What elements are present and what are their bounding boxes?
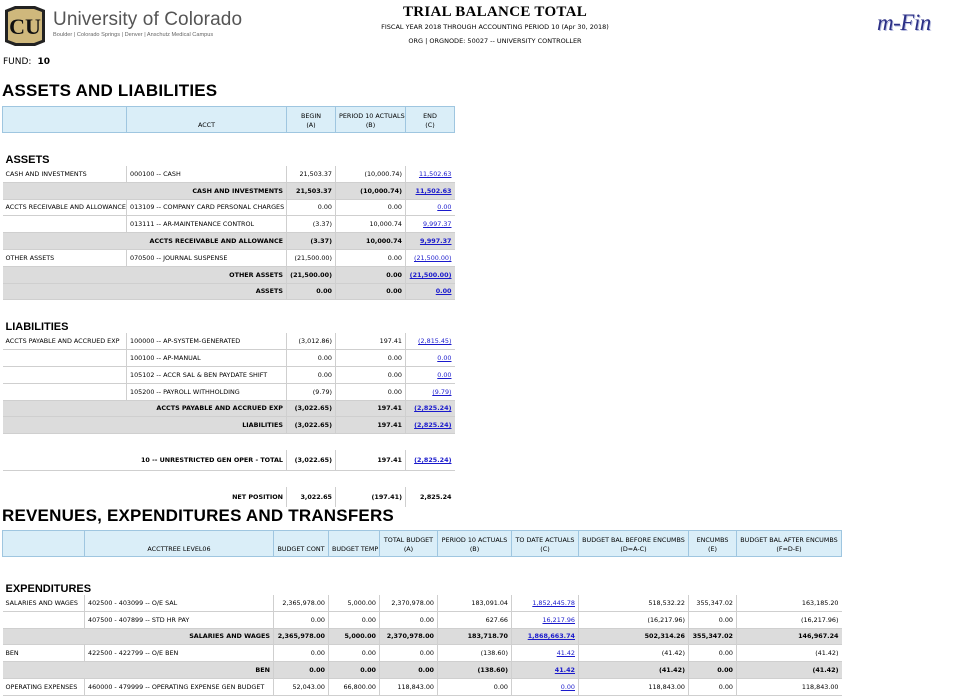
acct-label: 013111 -- AR-MAINTENANCE CONTROL bbox=[127, 216, 287, 233]
period-value: 0.00 bbox=[336, 283, 406, 300]
begin-value: (21,500.00) bbox=[287, 249, 336, 266]
acct-label: 100100 -- AP-MANUAL bbox=[127, 350, 287, 367]
group-label: OTHER ASSETS bbox=[3, 249, 127, 266]
encumbs: 0.00 bbox=[689, 645, 737, 662]
period-actuals: 183,718.70 bbox=[438, 628, 512, 645]
subtotal-label: NET POSITION bbox=[232, 493, 283, 502]
assets-liabilities-table bbox=[2, 106, 455, 507]
period-actuals: (138.60) bbox=[438, 662, 512, 679]
group-label bbox=[3, 350, 127, 367]
begin-value: (3,022.65) bbox=[287, 417, 336, 434]
budget-bal-after: (16,217.96) bbox=[737, 611, 842, 628]
budget-bal-before: 502,314.26 bbox=[579, 628, 689, 645]
al-col-4: END (C) bbox=[406, 107, 455, 133]
spacer bbox=[3, 434, 455, 451]
budget-bal-before: (16,217.96) bbox=[579, 611, 689, 628]
amount-link[interactable]: (2,825.24) bbox=[414, 404, 452, 413]
table-row bbox=[3, 266, 455, 283]
end-value bbox=[406, 400, 455, 417]
begin-value: (9.79) bbox=[287, 383, 336, 400]
rev-exp-title: REVENUES, EXPENDITURES AND TRANSFERS bbox=[2, 506, 394, 525]
al-col-2: BEGIN (A) bbox=[287, 107, 336, 133]
amount-link[interactable]: 41.42 bbox=[556, 649, 575, 658]
total-budget: 0.00 bbox=[380, 645, 438, 662]
end-value bbox=[406, 283, 455, 300]
budget-bal-after: 146,967.24 bbox=[737, 628, 842, 645]
to-date-actuals bbox=[512, 678, 579, 695]
period-value: (10,000.74) bbox=[336, 166, 406, 183]
table-row bbox=[3, 450, 455, 470]
table-row bbox=[3, 249, 455, 266]
begin-value: 3,022.65 bbox=[287, 487, 336, 507]
amount-link[interactable]: 41.42 bbox=[554, 666, 575, 675]
subtotal-label: LIABILITIES bbox=[3, 417, 287, 434]
to-date-actuals bbox=[512, 611, 579, 628]
report-org: ORG | ORGNODE: 50027 -- UNIVERSITY CONTROLLER bbox=[408, 37, 582, 45]
report-header bbox=[0, 0, 957, 55]
al-col-3: PERIOD 10 ACTUALS (B) bbox=[336, 107, 406, 133]
acct-label: 105200 -- PAYROLL WITHHOLDING bbox=[127, 383, 287, 400]
subtotal-label: ACCTS RECEIVABLE AND ALLOWANCE bbox=[3, 233, 287, 250]
group-label: BEN bbox=[3, 645, 85, 662]
period-value: 0.00 bbox=[336, 266, 406, 283]
period-value: 0.00 bbox=[336, 350, 406, 367]
group-label: ACCTS RECEIVABLE AND ALLOWANCE bbox=[3, 199, 127, 216]
amount-link[interactable]: (2,825.24) bbox=[414, 421, 452, 430]
period-value: 10,000.74 bbox=[336, 233, 406, 250]
group-label: CASH AND INVESTMENTS bbox=[3, 166, 127, 183]
total-budget: 2,370,978.00 bbox=[380, 628, 438, 645]
end-value bbox=[406, 233, 455, 250]
period-value: (197.41) bbox=[336, 487, 406, 507]
table-row bbox=[3, 166, 455, 183]
begin-value: 21,503.37 bbox=[287, 182, 336, 199]
budget-bal-after: (41.42) bbox=[737, 645, 842, 662]
budget-cont: 2,365,978.00 bbox=[274, 628, 329, 645]
period-value: 0.00 bbox=[336, 383, 406, 400]
budget-temp: 5,000.00 bbox=[329, 595, 380, 612]
acct-label: 407500 - 407899 -- STD HR PAY bbox=[85, 611, 274, 628]
end-value bbox=[406, 417, 455, 434]
period-value: 197.41 bbox=[336, 450, 406, 470]
re-col-6: TO DATE ACTUALS (C) bbox=[512, 531, 579, 557]
group-label: OPERATING EXPENSES bbox=[3, 678, 85, 695]
table-row bbox=[3, 133, 455, 166]
end-value bbox=[406, 166, 455, 183]
re-col-0 bbox=[3, 531, 85, 557]
table-row bbox=[3, 366, 455, 383]
begin-value: (3,022.65) bbox=[287, 400, 336, 417]
table-row bbox=[3, 487, 455, 507]
end-value: 2,825.24 bbox=[406, 487, 455, 507]
amount-link[interactable]: 0.00 bbox=[437, 354, 452, 363]
period-actuals: 0.00 bbox=[438, 678, 512, 695]
encumbs: 0.00 bbox=[689, 662, 737, 679]
re-col-5: PERIOD 10 ACTUALS (B) bbox=[438, 531, 512, 557]
acct-label: 460000 - 479999 -- OPERATING EXPENSE GEN BUDGET bbox=[85, 678, 274, 695]
period-value: 197.41 bbox=[336, 400, 406, 417]
budget-bal-after: 118,843.00 bbox=[737, 678, 842, 695]
table-row bbox=[3, 470, 455, 487]
period-value: 0.00 bbox=[336, 366, 406, 383]
amount-link[interactable]: 11,502.63 bbox=[415, 186, 452, 195]
budget-cont: 52,043.00 bbox=[274, 678, 329, 695]
cu-logo bbox=[3, 4, 47, 48]
amount-link[interactable]: (9.79) bbox=[432, 387, 452, 396]
end-value bbox=[406, 350, 455, 367]
to-date-actuals bbox=[512, 662, 579, 679]
table-row bbox=[3, 645, 842, 662]
group-label: SALARIES AND WAGES bbox=[3, 595, 85, 612]
begin-value: (3.37) bbox=[287, 233, 336, 250]
end-value bbox=[406, 366, 455, 383]
mfin-logo: m-Fin bbox=[877, 10, 931, 35]
amount-link[interactable]: 1,868,663.74 bbox=[527, 632, 575, 641]
acct-label: 422500 - 422799 -- O/E BEN bbox=[85, 645, 274, 662]
encumbs: 0.00 bbox=[689, 678, 737, 695]
amount-link[interactable]: 0.00 bbox=[437, 370, 452, 379]
budget-cont: 0.00 bbox=[274, 611, 329, 628]
fund-line bbox=[3, 57, 50, 67]
period-value: (10,000.74) bbox=[336, 182, 406, 199]
amount-link[interactable]: (2,825.24) bbox=[414, 456, 452, 465]
budget-bal-before: (41.42) bbox=[579, 645, 689, 662]
subtotal-label: 10 -- UNRESTRICTED GEN OPER - TOTAL bbox=[3, 450, 287, 470]
encumbs: 355,347.02 bbox=[689, 595, 737, 612]
table-row bbox=[3, 283, 455, 300]
spacer bbox=[3, 470, 455, 487]
amount-link[interactable]: 0.00 bbox=[560, 682, 575, 691]
rev-exp-table bbox=[2, 530, 842, 696]
category-label: LIABILITIES bbox=[5, 320, 69, 333]
budget-temp: 0.00 bbox=[329, 645, 380, 662]
al-col-1: ACCT bbox=[127, 107, 287, 133]
amount-link[interactable]: 0.00 bbox=[437, 203, 452, 212]
category-label: EXPENDITURES bbox=[5, 582, 92, 595]
report-title: TRIAL BALANCE TOTAL bbox=[402, 4, 588, 20]
end-value bbox=[406, 266, 455, 283]
end-value bbox=[406, 216, 455, 233]
report-subtitle: FISCAL YEAR 2018 THROUGH ACCOUNTING PERIOD 10 (Apr 30, 2018) bbox=[381, 23, 609, 31]
table-row bbox=[3, 662, 842, 679]
group-label bbox=[3, 366, 127, 383]
budget-bal-before: 518,532.22 bbox=[579, 595, 689, 612]
period-value: 10,000.74 bbox=[336, 216, 406, 233]
amount-link[interactable]: 9,997.37 bbox=[419, 237, 452, 246]
budget-temp: 0.00 bbox=[329, 662, 380, 679]
table-row bbox=[3, 628, 842, 645]
end-value bbox=[406, 333, 455, 350]
category-label: ASSETS bbox=[5, 153, 50, 166]
budget-cont: 0.00 bbox=[274, 645, 329, 662]
campus-list: Boulder | Colorado Springs | Denver | Anschutz Medical Campus bbox=[53, 32, 214, 38]
amount-link[interactable]: 9,997.37 bbox=[423, 220, 452, 229]
table-row bbox=[3, 383, 455, 400]
acct-label: 105102 -- ACCR SAL & BEN PAYDATE SHIFT bbox=[127, 366, 287, 383]
amount-link[interactable]: 0.00 bbox=[435, 287, 452, 296]
group-label bbox=[3, 611, 85, 628]
acct-label: 013109 -- COMPANY CARD PERSONAL CHARGES bbox=[127, 199, 287, 216]
university-name: University of Colorado bbox=[53, 9, 243, 30]
end-value bbox=[406, 383, 455, 400]
amount-link[interactable]: (2,815.45) bbox=[418, 337, 452, 346]
begin-value: 0.00 bbox=[287, 366, 336, 383]
re-col-2: BUDGET CONT bbox=[274, 531, 329, 557]
total-budget: 118,843.00 bbox=[380, 678, 438, 695]
encumbs: 355,347.02 bbox=[689, 628, 737, 645]
end-value bbox=[406, 249, 455, 266]
amount-link[interactable]: (21,500.00) bbox=[413, 253, 452, 262]
budget-temp: 5,000.00 bbox=[329, 628, 380, 645]
group-label: ACCTS PAYABLE AND ACCRUED EXP bbox=[3, 333, 127, 350]
acct-label: 000100 -- CASH bbox=[127, 166, 287, 183]
table-row bbox=[3, 216, 455, 233]
begin-value: (3.37) bbox=[287, 216, 336, 233]
table-row bbox=[3, 300, 455, 333]
budget-bal-before: 118,843.00 bbox=[579, 678, 689, 695]
budget-temp: 0.00 bbox=[329, 611, 380, 628]
end-value bbox=[406, 199, 455, 216]
acct-label: 100000 -- AP-SYSTEM-GENERATED bbox=[127, 333, 287, 350]
to-date-actuals bbox=[512, 628, 579, 645]
fund-label: FUND: bbox=[3, 57, 32, 67]
period-actuals: 627.66 bbox=[438, 611, 512, 628]
begin-value: (21,500.00) bbox=[287, 266, 336, 283]
amount-link[interactable]: 1,852,445.78 bbox=[532, 598, 575, 607]
period-value: 197.41 bbox=[336, 333, 406, 350]
budget-temp: 66,800.00 bbox=[329, 678, 380, 695]
table-row bbox=[3, 678, 842, 695]
re-col-4: TOTAL BUDGET (A) bbox=[380, 531, 438, 557]
al-col-0 bbox=[3, 107, 127, 133]
total-budget: 0.00 bbox=[380, 662, 438, 679]
budget-cont: 0.00 bbox=[274, 662, 329, 679]
re-col-7: BUDGET BAL BEFORE ENCUMBS (D=A-C) bbox=[579, 531, 689, 557]
period-value: 197.41 bbox=[336, 417, 406, 434]
subtotal-label: OTHER ASSETS bbox=[3, 266, 287, 283]
period-actuals: 183,091.04 bbox=[438, 595, 512, 612]
end-value bbox=[406, 450, 455, 470]
re-col-8: ENCUMBS (E) bbox=[689, 531, 737, 557]
budget-bal-after: 163,185.20 bbox=[737, 595, 842, 612]
table-row bbox=[3, 434, 455, 451]
table-row bbox=[3, 557, 842, 595]
budget-bal-after: (41.42) bbox=[737, 662, 842, 679]
subtotal-label: ASSETS bbox=[3, 283, 287, 300]
period-value: 0.00 bbox=[336, 199, 406, 216]
subtotal-label: CASH AND INVESTMENTS bbox=[3, 182, 287, 199]
to-date-actuals bbox=[512, 595, 579, 612]
table-row bbox=[3, 400, 455, 417]
table-row bbox=[3, 417, 455, 434]
budget-bal-before: (41.42) bbox=[579, 662, 689, 679]
table-row bbox=[3, 182, 455, 199]
table-row bbox=[3, 611, 842, 628]
amount-link[interactable]: (21,500.00) bbox=[409, 270, 452, 279]
acct-label: 070500 -- JOURNAL SUSPENSE bbox=[127, 249, 287, 266]
table-row bbox=[3, 233, 455, 250]
period-value: 0.00 bbox=[336, 249, 406, 266]
table-row bbox=[3, 350, 455, 367]
acct-label: 402500 - 403099 -- O/E SAL bbox=[85, 595, 274, 612]
assets-liabilities-title: ASSETS AND LIABILITIES bbox=[2, 81, 218, 100]
end-value bbox=[406, 182, 455, 199]
table-row bbox=[3, 333, 455, 350]
svg-text:CU: CU bbox=[9, 14, 41, 39]
table-row bbox=[3, 595, 842, 612]
re-col-1: ACCTTREE LEVEL06 bbox=[85, 531, 274, 557]
re-col-3: BUDGET TEMP bbox=[329, 531, 380, 557]
amount-link[interactable]: 11,502.63 bbox=[418, 169, 452, 178]
title-block bbox=[340, 4, 650, 45]
subtotal-label: ACCTS PAYABLE AND ACCRUED EXP bbox=[3, 400, 287, 417]
begin-value: (3,022.65) bbox=[287, 450, 336, 470]
begin-value: 21,503.37 bbox=[287, 166, 336, 183]
fund-value: 10 bbox=[37, 57, 50, 67]
budget-cont: 2,365,978.00 bbox=[274, 595, 329, 612]
subtotal-label: SALARIES AND WAGES bbox=[3, 628, 274, 645]
begin-value: 0.00 bbox=[287, 283, 336, 300]
group-label bbox=[3, 216, 127, 233]
group-label bbox=[3, 383, 127, 400]
subtotal-label: BEN bbox=[3, 662, 274, 679]
period-actuals: (138.60) bbox=[438, 645, 512, 662]
encumbs: 0.00 bbox=[689, 611, 737, 628]
table-row bbox=[3, 199, 455, 216]
begin-value: 0.00 bbox=[287, 350, 336, 367]
amount-link[interactable]: 16,217.96 bbox=[542, 615, 575, 624]
total-budget: 0.00 bbox=[380, 611, 438, 628]
begin-value: 0.00 bbox=[287, 199, 336, 216]
to-date-actuals bbox=[512, 645, 579, 662]
total-budget: 2,370,978.00 bbox=[380, 595, 438, 612]
re-col-9: BUDGET BAL AFTER ENCUMBS (F=D-E) bbox=[737, 531, 842, 557]
begin-value: (3,012.86) bbox=[287, 333, 336, 350]
